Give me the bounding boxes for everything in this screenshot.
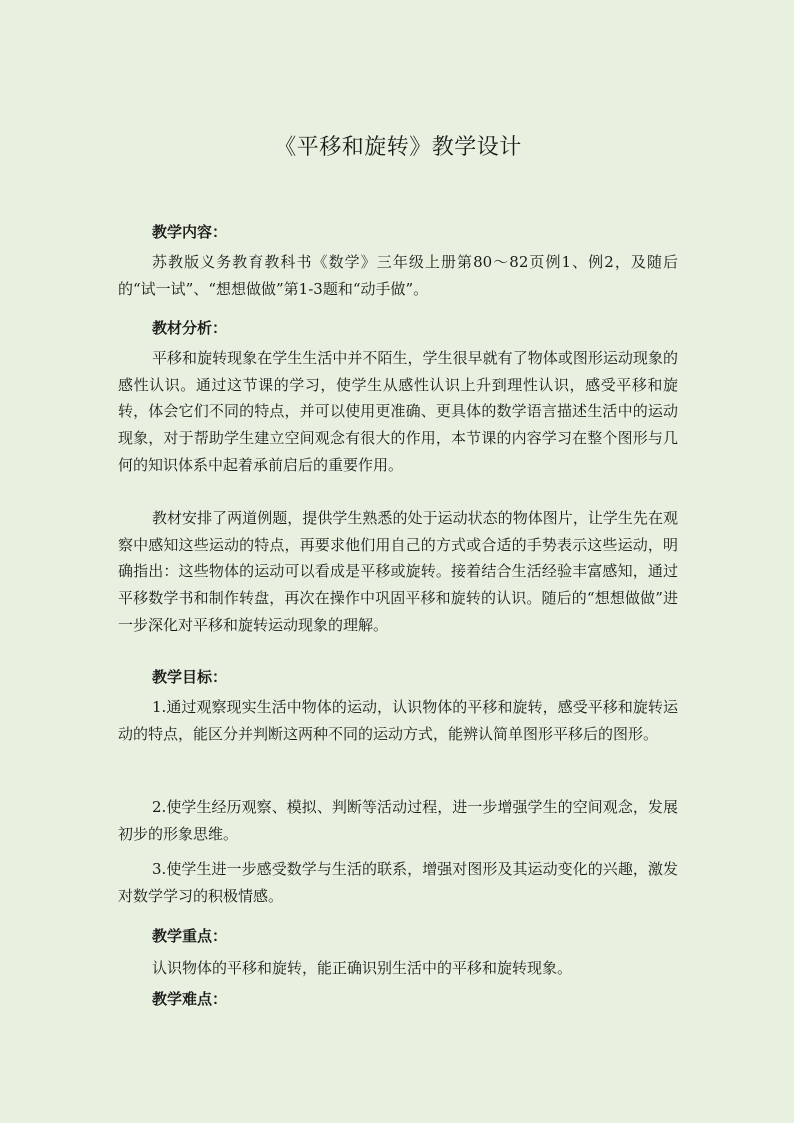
document-title: 《平移和旋转》教学设计 — [274, 135, 522, 160]
key-points-paragraph: 认识物体的平移和旋转，能正确识别生活中的平移和旋转现象。 — [152, 959, 573, 977]
goal-item-2: 2.使学生经历观察、模拟、判断等活动过程，进一步增强学生的空间观念，发展初步的形象思维。 — [118, 798, 678, 843]
analysis-paragraph-2: 教材安排了两道例题，提供学生熟悉的处于运动状态的物体图片，让学生先在观察中感知这些运动的特点，再要求他们用自己的方式或合适的手势表示这些运动，明确指出：这些物体的运动可以看成是平移或旋转。接着结合生活经验丰富感知，通过平移数学书和制作转盘，再次在操作中巩固平移和旋转的认识。随后的“想想做做”进一步深化对平移和旋转运动现象的理解。 — [118, 509, 678, 634]
section-heading-goals: 教学目标： — [152, 668, 228, 686]
section-heading-content: 教学内容： — [152, 223, 228, 241]
section-heading-difficulties: 教学难点： — [152, 990, 228, 1008]
document-page — [118, 0, 678, 1123]
analysis-paragraph-1: 平移和旋转现象在学生生活中并不陌生，学生很早就有了物体或图形运动现象的感性认识。通过这节课的学习，使学生从感性认识上升到理性认识，感受平移和旋转，体会它们不同的特点，并可以使用更准确、更具体的数学语言描述生活中的运动现象，对于帮助学生建立空间观念有很大的作用，本节课的内容学习在整个图形与几何的知识体系中起着承前启后的重要作用。 — [118, 349, 678, 474]
section-heading-analysis: 教材分析： — [152, 319, 228, 337]
goal-item-3: 3.使学生进一步感受数学与生活的联系，增强对图形及其运动变化的兴趣，激发对数学学习的积极情感。 — [118, 860, 678, 905]
content-paragraph: 苏教版义务教育教科书《数学》三年级上册第80～82页例1、例2，及随后的“试一试”、“想想做做”第1-3题和“动手做”。 — [118, 253, 678, 298]
section-heading-key-points: 教学重点： — [152, 927, 228, 945]
goal-item-1: 1.通过观察现实生活中物体的运动，认识物体的平移和旋转，感受平移和旋转运动的特点，能区分并判断这两种不同的运动方式，能辨认简单图形平移后的图形。 — [118, 698, 678, 743]
